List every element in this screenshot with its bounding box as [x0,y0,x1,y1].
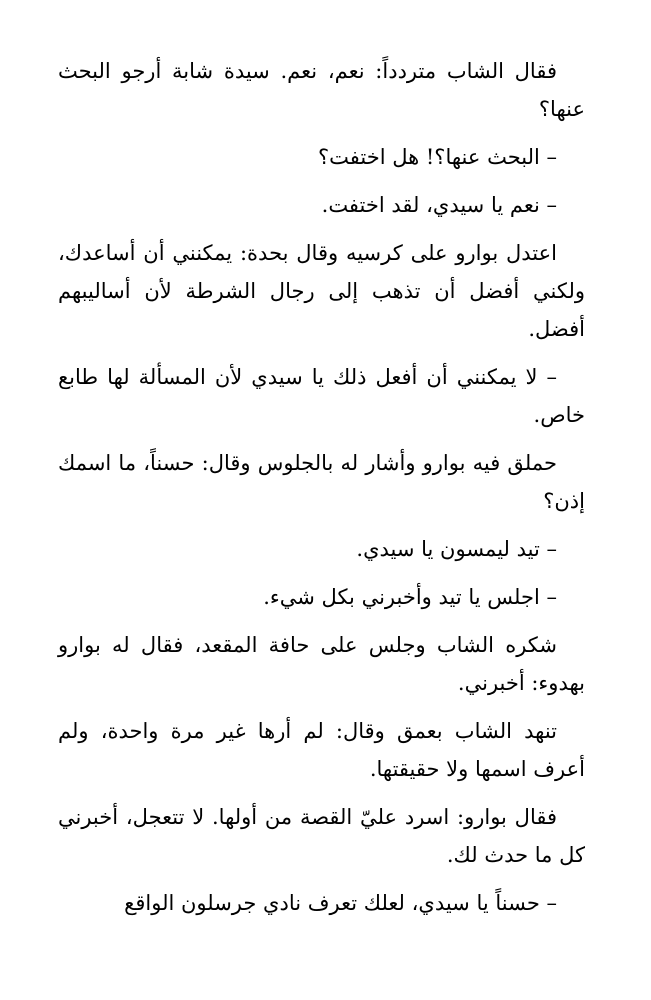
paragraph: اعتدل بوارو على كرسيه وقال بحدة: يمكنني أن أساعدك، ولكني أفضل أن تذهب إلى رجال الشرطة لأن أساليبهم أفضل. [58,241,585,341]
paragraph: فقال الشاب متردداً: نعم، نعم. سيدة شابة أرجو البحث عنها؟ [58,59,585,121]
paragraph: حملق فيه بوارو وأشار له بالجلوس وقال: حسناً، ما اسمك إذن؟ [58,451,585,513]
paragraph: شكره الشاب وجلس على حافة المقعد، فقال له بوارو بهدوء: أخبرني. [58,633,585,695]
dialogue-line: – نعم يا سيدي، لقد اختفت. [321,193,557,217]
dialogue-line: – اجلس يا تيد وأخبرني بكل شيء. [263,585,557,609]
dialogue-line: – البحث عنها؟! هل اختفت؟ [318,145,557,169]
dialogue-line: – لا يمكنني أن أفعل ذلك يا سيدي لأن المسألة لها طابع خاص. [58,365,585,427]
dialogue-line: – تيد ليمسون يا سيدي. [356,537,557,561]
paragraph: فقال بوارو: اسرد عليّ القصة من أولها. لا تتعجل، أخبرني كل ما حدث لك. [58,805,585,867]
dialogue-line: – حسناً يا سيدي، لعلك تعرف نادي جرسلون الواقع [124,891,557,915]
paragraph: تنهد الشاب بعمق وقال: لم أرها غير مرة واحدة، ولم أعرف اسمها ولا حقيقتها. [58,719,585,781]
page-text [58,52,585,932]
